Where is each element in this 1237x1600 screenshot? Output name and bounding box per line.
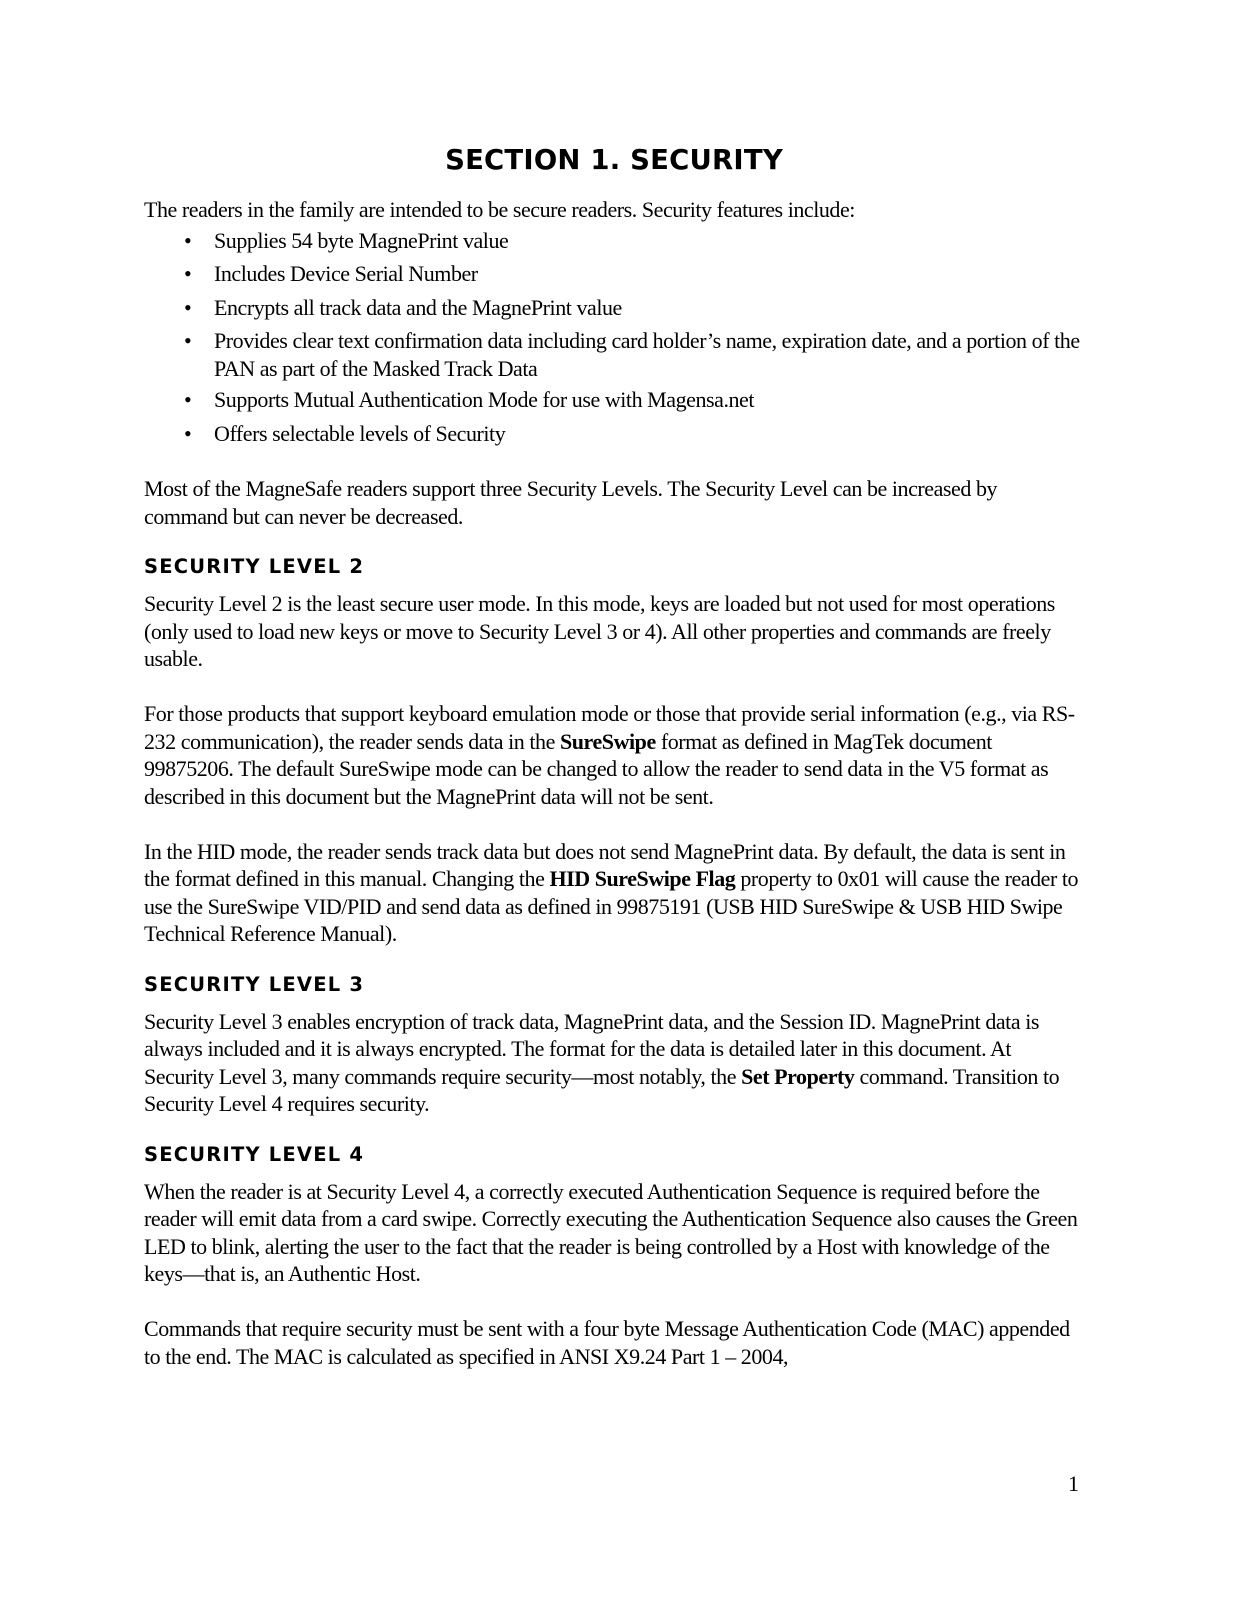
list-item xyxy=(144,386,1084,414)
level2-paragraph-3 xyxy=(144,838,1084,948)
text-run: command. Transition to Security Level 4 requires security. xyxy=(144,1063,1060,1116)
spacer xyxy=(144,530,1084,554)
page-content xyxy=(144,140,1084,1370)
list-item xyxy=(144,227,1084,255)
level3-paragraph-1 xyxy=(144,1008,1084,1118)
spacer xyxy=(144,948,1084,972)
features-list xyxy=(144,227,1084,448)
spacer xyxy=(144,1288,1084,1316)
list-item-text: Encrypts all track data and the MagnePrint value xyxy=(214,294,622,320)
heading-security-level-3: SECURITY LEVEL 3 xyxy=(144,972,365,996)
text-run: For those products that support keyboard emulation mode or those that provide serial information (e.g., via RS-232 communication), the reader sends data in the xyxy=(144,701,1075,754)
level2-paragraph-1: Security Level 2 is the least secure user mode. In this mode, keys are loaded but not used for most operations (only used to load new keys or move to Security Level 3 or 4). All other properties and commands are freely usable. xyxy=(144,591,1055,671)
bold-term-set-property: Set Property xyxy=(741,1063,855,1089)
level2-paragraph-2 xyxy=(144,700,1084,810)
text-run: format as defined in MagTek document 99875206. The default SureSwipe mode can be changed to allow the reader to send data in the V5 format as described in this document but the MagnePrint data will not be sent. xyxy=(144,728,1049,809)
list-item xyxy=(144,260,1084,288)
list-item-text: Includes Device Serial Number xyxy=(214,261,478,286)
intro-paragraph: The readers in the family are intended to be secure readers. Security features include: xyxy=(144,197,855,222)
spacer xyxy=(144,1118,1084,1142)
bullet-icon: • xyxy=(184,227,192,253)
levels-paragraph: Most of the MagneSafe readers support three Security Levels. The Security Level can be increased by command but can never be decreased. xyxy=(144,476,998,529)
spacer xyxy=(144,673,1084,701)
level4-paragraph-2: Commands that require security must be sent with a four byte Message Authentication Code (MAC) appended to the end. The MAC is calculated as specified in ANSI X9.24 Part 1 – 2004, xyxy=(144,1316,1070,1369)
spacer xyxy=(144,810,1084,838)
heading-security-level-4: SECURITY LEVEL 4 xyxy=(144,1142,365,1166)
list-item xyxy=(144,327,1084,382)
list-item-text: Supplies 54 byte MagnePrint value xyxy=(214,227,509,253)
level4-paragraph-1: When the reader is at Security Level 4, a correctly executed Authentication Sequence is required before the reader will emit data from a card swipe. Correctly executing the Authentication Sequence also causes the Green LED to blink, alerting the user to the fact that the reader is being controlled by a Host with knowledge of the keys—that is, an Authentic Host. xyxy=(144,1178,1078,1286)
bold-term-hid-sureswipe-flag: HID SureSwipe Flag xyxy=(549,866,736,891)
page-number: 1 xyxy=(1068,1471,1079,1496)
bullet-icon: • xyxy=(184,294,192,320)
list-item xyxy=(144,294,1084,322)
spacer xyxy=(144,453,1084,475)
text-run: In the HID mode, the reader sends track data but does not send MagnePrint data. By default, the data is sent in the format defined in this manual. Changing the xyxy=(144,838,1066,891)
bullet-icon: • xyxy=(184,387,192,412)
list-item xyxy=(144,420,1084,448)
bullet-icon: • xyxy=(184,261,192,286)
text-run: property to 0x01 will cause the reader to use the SureSwipe VID/PID and send data as defined in 99875191 (USB HID SureSwipe & USB HID Swipe Technical Reference Manual). xyxy=(144,866,1079,946)
list-item-text: Supports Mutual Authentication Mode for use with Magensa.net xyxy=(214,387,755,412)
bullet-icon: • xyxy=(184,328,192,353)
list-item-text: Provides clear text confirmation data including card holder’s name, expiration date, and a portion of the PAN as part of the Masked Track Data xyxy=(214,328,1080,381)
text-run: Security Level 3 enables encryption of track data, MagnePrint data, and the Session ID. MagnePrint data is always included and it is always encrypted. The format for the data is detailed later in this document. At Security Level 3, many commands require security—most notably, the xyxy=(144,1008,1039,1089)
list-item-text: Offers selectable levels of Security xyxy=(214,420,506,446)
bold-term-sureswipe: SureSwipe xyxy=(559,728,656,754)
bullet-icon: • xyxy=(184,420,192,446)
section-title: SECTION 1. SECURITY xyxy=(445,144,783,176)
heading-security-level-2: SECURITY LEVEL 2 xyxy=(144,555,365,578)
